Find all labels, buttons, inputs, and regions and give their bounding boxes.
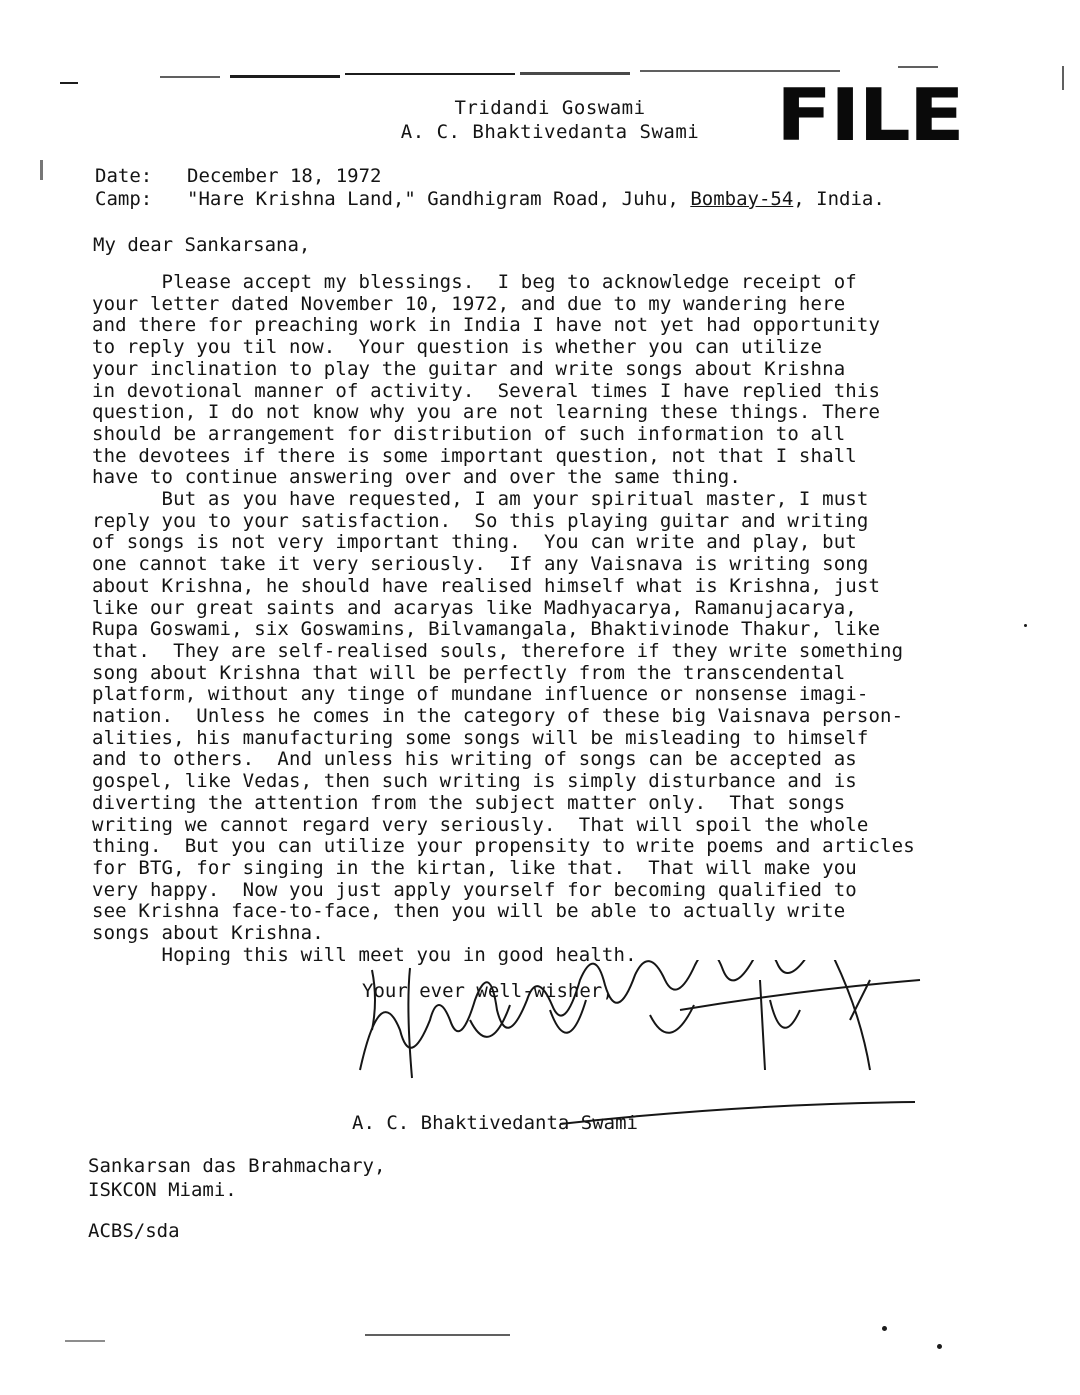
- scan-artifact-bottom: [365, 1334, 510, 1336]
- date-label: Date:: [95, 165, 153, 187]
- recipient-place: ISKCON Miami.: [88, 1179, 237, 1201]
- body-line: very happy. Now you just apply yourself for becoming qualified to: [92, 878, 857, 901]
- camp-city: Bombay-54: [690, 188, 794, 210]
- body-line: song about Krishna that will be perfectly from the transcendental: [92, 661, 846, 684]
- scan-artifact-top: [345, 73, 515, 75]
- date-value: December 18, 1972: [187, 165, 382, 187]
- scan-artifact-top: [898, 66, 938, 68]
- camp-row: [95, 188, 885, 211]
- scan-dot: [1024, 624, 1027, 627]
- scan-dot: [937, 1344, 942, 1349]
- body-line: the devotees if there is some important question, not that I shall: [92, 444, 857, 467]
- body-line: alities, his manufacturing some songs will be misleading to himself: [92, 726, 869, 749]
- body-line: diverting the attention from the subject matter only. That songs: [92, 791, 846, 814]
- reference-initials: ACBS/sda: [88, 1220, 180, 1242]
- body-line: for BTG, for singing in the kirtan, like that. That will make you: [92, 856, 857, 879]
- body-line: your letter dated November 10, 1972, and due to my wandering here: [92, 292, 846, 315]
- body-line: one cannot take it very seriously. If any Vaisnava is writing song: [92, 553, 869, 576]
- recipient: [88, 1154, 385, 1202]
- body-line: gospel, like Vedas, then such writing is simply disturbance and is: [92, 770, 857, 793]
- body-line: your inclination to play the guitar and write songs about Krishna: [92, 357, 846, 380]
- scan-artifact-right: [1062, 66, 1064, 90]
- body-line: of songs is not very important thing. You can write and play, but: [92, 531, 857, 554]
- letterhead-line-1: Tridandi Goswami: [454, 97, 646, 119]
- closing: Your ever well-wisher,: [362, 980, 614, 1002]
- body-line: like our great saints and acaryas like Madhyacarya, Ramanujacarya,: [92, 596, 857, 619]
- camp-address: "Hare Krishna Land," Gandhigram Road, Juhu,: [187, 188, 691, 210]
- body-line: nation. Unless he comes in the category of these big Vaisnava person-: [92, 705, 904, 728]
- scan-artifact-top: [640, 70, 840, 72]
- body-line: should be arrangement for distribution of such information to all: [92, 422, 846, 445]
- letterhead: [360, 96, 740, 144]
- salutation: My dear Sankarsana,: [93, 234, 311, 256]
- scan-artifact-left: [40, 160, 43, 180]
- body-line: and to others. And unless his writing of songs can be accepted as: [92, 748, 857, 771]
- body-line: Please accept my blessings. I beg to acknowledge receipt of: [92, 271, 857, 293]
- body-line: and there for preaching work in India I have not yet had opportunity: [92, 314, 881, 337]
- body-line: to reply you til now. Your question is whether you can utilize: [92, 336, 823, 359]
- date-row: [95, 165, 885, 188]
- scan-artifact-top: [520, 72, 630, 75]
- body-line: songs about Krishna.: [92, 922, 324, 945]
- scan-artifact-top: [230, 75, 340, 78]
- signer-name: A. C. Bhaktivedanta Swami: [352, 1112, 638, 1134]
- scan-artifact-bottom: [65, 1340, 105, 1342]
- body-line: But as you have requested, I am your spiritual master, I must: [92, 488, 869, 511]
- scan-dot: [882, 1326, 887, 1331]
- body-line: reply you to your satisfaction. So this playing guitar and writing: [92, 509, 869, 532]
- body-line: Hoping this will meet you in good health.: [92, 943, 637, 966]
- body-line: see Krishna face-to-face, then you will be able to actually write: [92, 900, 846, 923]
- body-line: about Krishna, he should have realised himself what is Krishna, just: [92, 574, 881, 597]
- scan-artifact-top: [60, 82, 78, 84]
- body-line: thing. But you can utilize your propensity to write poems and articles: [92, 835, 915, 858]
- body-line: in devotional manner of activity. Several times I have replied this: [92, 379, 881, 402]
- scan-artifact-top: [160, 76, 220, 78]
- letter-body: [92, 272, 1022, 967]
- letter-meta: [95, 165, 885, 211]
- camp-country: , India.: [793, 188, 885, 210]
- body-line: Rupa Goswami, six Goswamins, Bilvamangala, Bhaktivinode Thakur, like: [92, 618, 881, 641]
- camp-label: Camp:: [95, 188, 153, 210]
- body-line: platform, without any tinge of mundane influence or nonsense imagi-: [92, 683, 869, 706]
- body-line: have to continue answering over and over the same thing.: [92, 466, 741, 489]
- signature-underline: [560, 1100, 920, 1130]
- letterhead-line-2: A. C. Bhaktivedanta Swami: [400, 121, 700, 143]
- body-line: question, I do not know why you are not learning these things. There: [92, 401, 881, 424]
- file-stamp: FILE: [776, 73, 963, 158]
- recipient-name: Sankarsan das Brahmachary,: [88, 1155, 386, 1177]
- body-line: writing we cannot regard very seriously. That will spoil the whole: [92, 813, 869, 836]
- body-line: that. They are self-realised souls, therefore if they write something: [92, 639, 904, 662]
